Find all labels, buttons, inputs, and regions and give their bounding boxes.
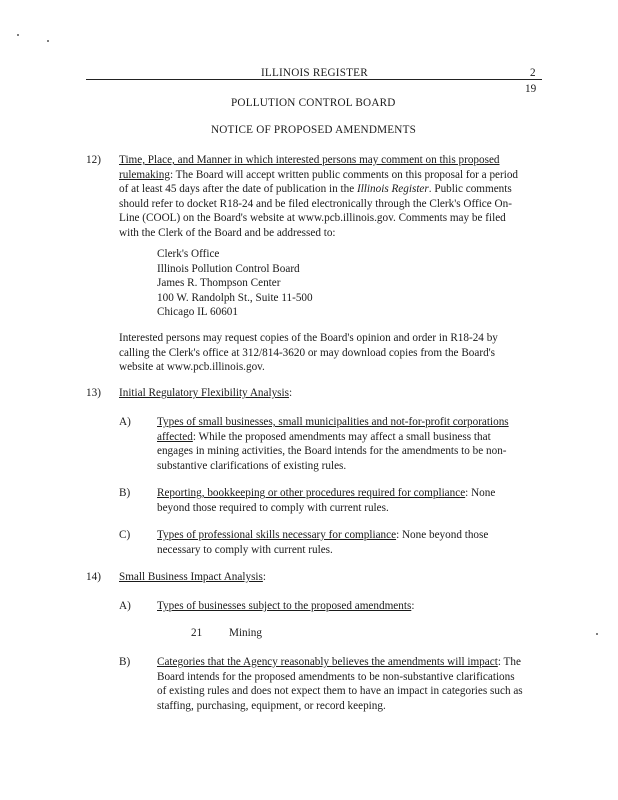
body-text: should refer to docket R18-24 and be filed electronically through the Clerk's Office On- (119, 197, 512, 210)
header-rule (86, 79, 542, 80)
item-13c (157, 528, 557, 557)
colon: : (411, 600, 415, 612)
body-text: with the Clerk of the Board and be addressed to: (119, 226, 336, 239)
section-12-body (119, 153, 559, 241)
section-heading: Time, Place, and Manner in which interested persons may comment on this proposed (119, 154, 500, 166)
address-line: Clerk's Office (157, 248, 220, 260)
address-line: 100 W. Randolph St., Suite 11-500 (157, 291, 313, 304)
item-14a (157, 599, 414, 614)
item-label: A) (119, 600, 131, 612)
item-heading: Categories that the Agency reasonably believes the amendments will impact (157, 656, 498, 668)
mailing-address (157, 247, 313, 320)
body-text: website at www.pcb.illinois.gov. (119, 361, 265, 374)
item-heading: affected (157, 430, 193, 443)
section-number: 13) (86, 387, 101, 399)
naics-code: 21 (191, 627, 203, 639)
body-text: necessary to comply with current rules. (157, 543, 333, 556)
section-13-heading (119, 386, 292, 401)
body-text: : None beyond those (396, 529, 489, 541)
scan-speck (17, 34, 19, 36)
address-line: James R. Thompson Center (157, 277, 281, 290)
body-text: : The (497, 656, 521, 668)
notice-title: NOTICE OF PROPOSED AMENDMENTS (211, 124, 417, 136)
page-number: 2 (530, 67, 536, 79)
body-text: Interested persons may request copies of the Board's opinion and order in R18-24 by (119, 332, 498, 344)
body-text: Line (COOL) on the Board's website at www.pcb.illinois.gov. Comments may be filed (119, 212, 506, 225)
scan-speck (596, 633, 598, 635)
body-text: . Public comments (428, 183, 512, 196)
item-heading: Reporting, bookkeeping or other procedures required for compliance (157, 487, 466, 499)
colon: : (262, 571, 266, 583)
section-heading: Small Business Impact Analysis (119, 571, 263, 583)
section-number: 12) (86, 154, 101, 166)
body-text: engages in mining activities, the Board intends for the amendments to be non- (157, 445, 507, 458)
issue-number: 19 (525, 83, 537, 95)
body-text: : While the proposed amendments may affect a small business that (192, 430, 491, 443)
body-text: : The Board will accept written public comments on this proposal for a period (169, 168, 519, 181)
section-heading: Initial Regulatory Flexibility Analysis (119, 387, 289, 399)
item-heading: Types of businesses subject to the proposed amendments (157, 600, 412, 612)
body-text: calling the Clerk's office at 312/814-3620 or may download copies from the Board's (119, 346, 496, 359)
item-14b (157, 655, 567, 713)
body-text: substantive clarifications of existing rules. (157, 459, 347, 472)
item-13b (157, 486, 557, 515)
body-text: Board intends for the proposed amendments to be non-substantive clarifications (157, 670, 515, 683)
item-13a (157, 415, 557, 473)
copies-paragraph (119, 331, 559, 375)
naics-name: Mining (229, 627, 262, 639)
address-line: Illinois Pollution Control Board (157, 262, 300, 275)
item-label: C) (119, 529, 131, 541)
item-label: B) (119, 487, 131, 499)
register-title: ILLINOIS REGISTER (261, 67, 368, 79)
item-heading: Types of small businesses, small municipalities and not-for-profit corporations (157, 416, 509, 428)
address-line: Chicago IL 60601 (157, 306, 238, 319)
agency-name: POLLUTION CONTROL BOARD (231, 97, 396, 109)
colon: : (288, 387, 293, 399)
scan-speck (47, 40, 49, 42)
body-text: staffing, purchasing, equipment, or record keeping. (157, 699, 386, 712)
body-text: of at least 45 days after the date of publication in the (119, 183, 357, 196)
section-number: 14) (86, 571, 101, 583)
body-text: beyond those required to comply with current rules. (157, 501, 389, 514)
section-14-heading (119, 570, 266, 585)
body-text: : None (465, 487, 496, 499)
body-text: of existing rules and does not expect them to have an impact in categories such as (157, 685, 523, 698)
item-label: A) (119, 416, 131, 428)
item-label: B) (119, 656, 131, 668)
section-heading: rulemaking (119, 168, 170, 181)
item-heading: Types of professional skills necessary for compliance (157, 529, 397, 541)
publication-name: Illinois Register (356, 183, 429, 196)
